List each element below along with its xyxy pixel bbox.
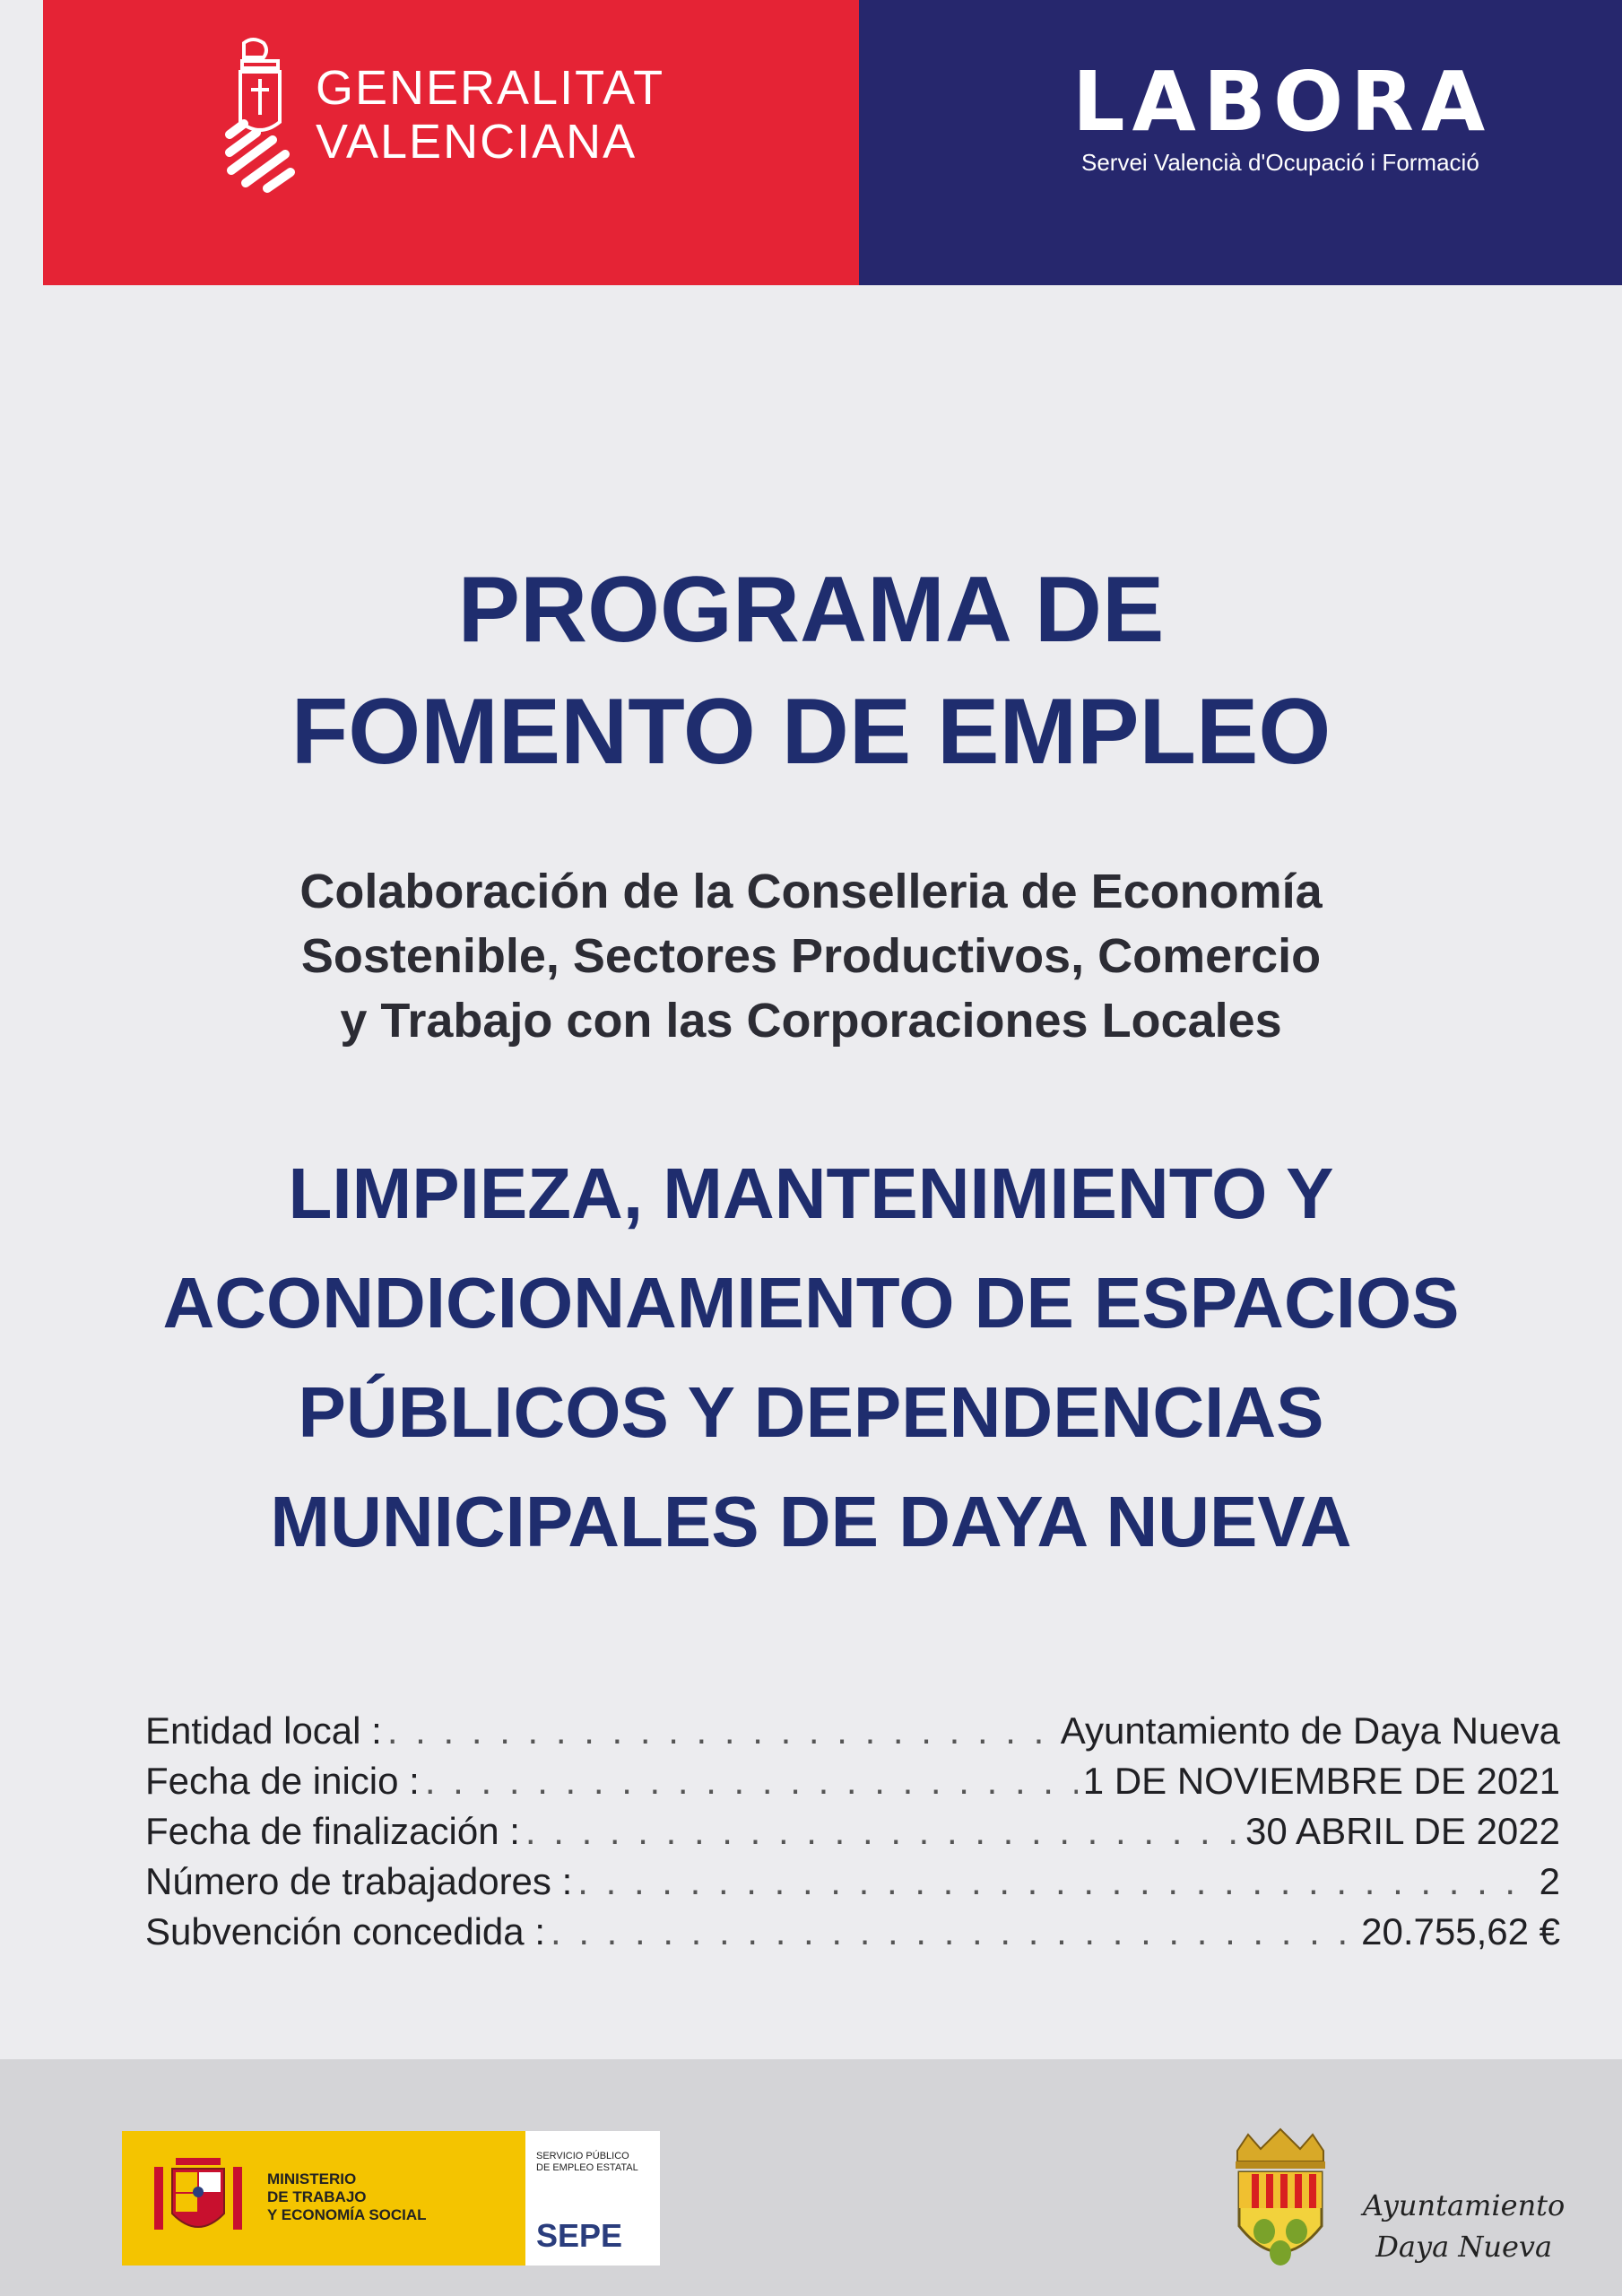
detail-value: 1 DE NOVIEMBRE DE 2021 (1082, 1760, 1560, 1802)
subtitle-line2: Sostenible, Sectores Productivos, Comercio (300, 929, 1322, 983)
generalitat-emblem-icon (224, 34, 296, 196)
project-line4: MUNICIPALES DE DAYA NUEVA (270, 1482, 1352, 1561)
generalitat-logo-text (316, 61, 664, 169)
leader-dots (551, 1910, 1356, 1953)
daya-nueva-coat-of-arms-icon (1219, 2126, 1341, 2278)
project-title (0, 1139, 1622, 1577)
leader-dots (525, 1810, 1240, 1853)
generalitat-line1: GENERALITAT (316, 61, 665, 115)
spain-coat-of-arms-icon (149, 2149, 247, 2252)
ayto-line2: Daya Nueva (1375, 2230, 1553, 2264)
detail-row-entidad (145, 1709, 1560, 1760)
subtitle-line3: y Trabajo con las Corporaciones Locales (340, 994, 1282, 1048)
program-title-line1: PROGRAMA DE (457, 558, 1165, 662)
detail-label: Fecha de finalización : (145, 1810, 520, 1852)
sepe-logo (525, 2131, 660, 2266)
project-line2: ACONDICIONAMIENTO DE ESPACIOS (162, 1263, 1460, 1343)
detail-label: Subvención concedida : (145, 1910, 545, 1952)
project-details (145, 1709, 1560, 1961)
ministerio-line2: DE TRABAJO (267, 2188, 367, 2205)
ayuntamiento-logo-text (1363, 2185, 1565, 2267)
ministerio-line1: MINISTERIO (267, 2170, 357, 2187)
detail-value: 2 (1539, 1860, 1560, 1902)
detail-row-fecha-fin (145, 1810, 1560, 1860)
sepe-small-line1: SERVICIO PÚBLICO (536, 2151, 629, 2161)
project-line1: LIMPIEZA, MANTENIMIENTO Y (288, 1153, 1334, 1233)
leader-dots (387, 1709, 1055, 1752)
generalitat-line2: VALENCIANA (316, 115, 638, 169)
sepe-acronym: SEPE (536, 2217, 623, 2254)
detail-label: Número de trabajadores : (145, 1860, 573, 1902)
program-title (0, 549, 1622, 793)
detail-value: 20.755,62 € (1361, 1910, 1560, 1952)
detail-value: Ayuntamiento de Daya Nueva (1060, 1709, 1560, 1752)
detail-value: 30 ABRIL DE 2022 (1245, 1810, 1560, 1852)
program-title-line2: FOMENTO DE EMPLEO (291, 680, 1331, 784)
detail-label: Fecha de inicio : (145, 1760, 420, 1802)
ayto-line1: Ayuntamiento (1363, 2188, 1566, 2222)
ministerio-line3: Y ECONOMÍA SOCIAL (267, 2206, 427, 2223)
detail-label: Entidad local : (145, 1709, 382, 1752)
sepe-small-text (536, 2151, 638, 2174)
ministerio-logo (122, 2131, 525, 2266)
sepe-small-line2: DE EMPLEO ESTATAL (536, 2162, 638, 2173)
collaboration-subtitle (0, 859, 1622, 1053)
detail-row-fecha-inicio (145, 1760, 1560, 1810)
leader-dots (577, 1860, 1533, 1903)
detail-row-trabajadores (145, 1860, 1560, 1910)
detail-row-subvencion (145, 1910, 1560, 1961)
ministerio-text (267, 2170, 427, 2224)
project-line3: PÚBLICOS Y DEPENDENCIAS (298, 1372, 1324, 1452)
leader-dots (425, 1760, 1078, 1803)
labora-logo-title: LABORA (1072, 54, 1493, 150)
subtitle-line1: Colaboración de la Conselleria de Economía (299, 865, 1323, 918)
labora-logo-subtitle: Servei Valencià d'Ocupació i Formació (1081, 149, 1479, 176)
